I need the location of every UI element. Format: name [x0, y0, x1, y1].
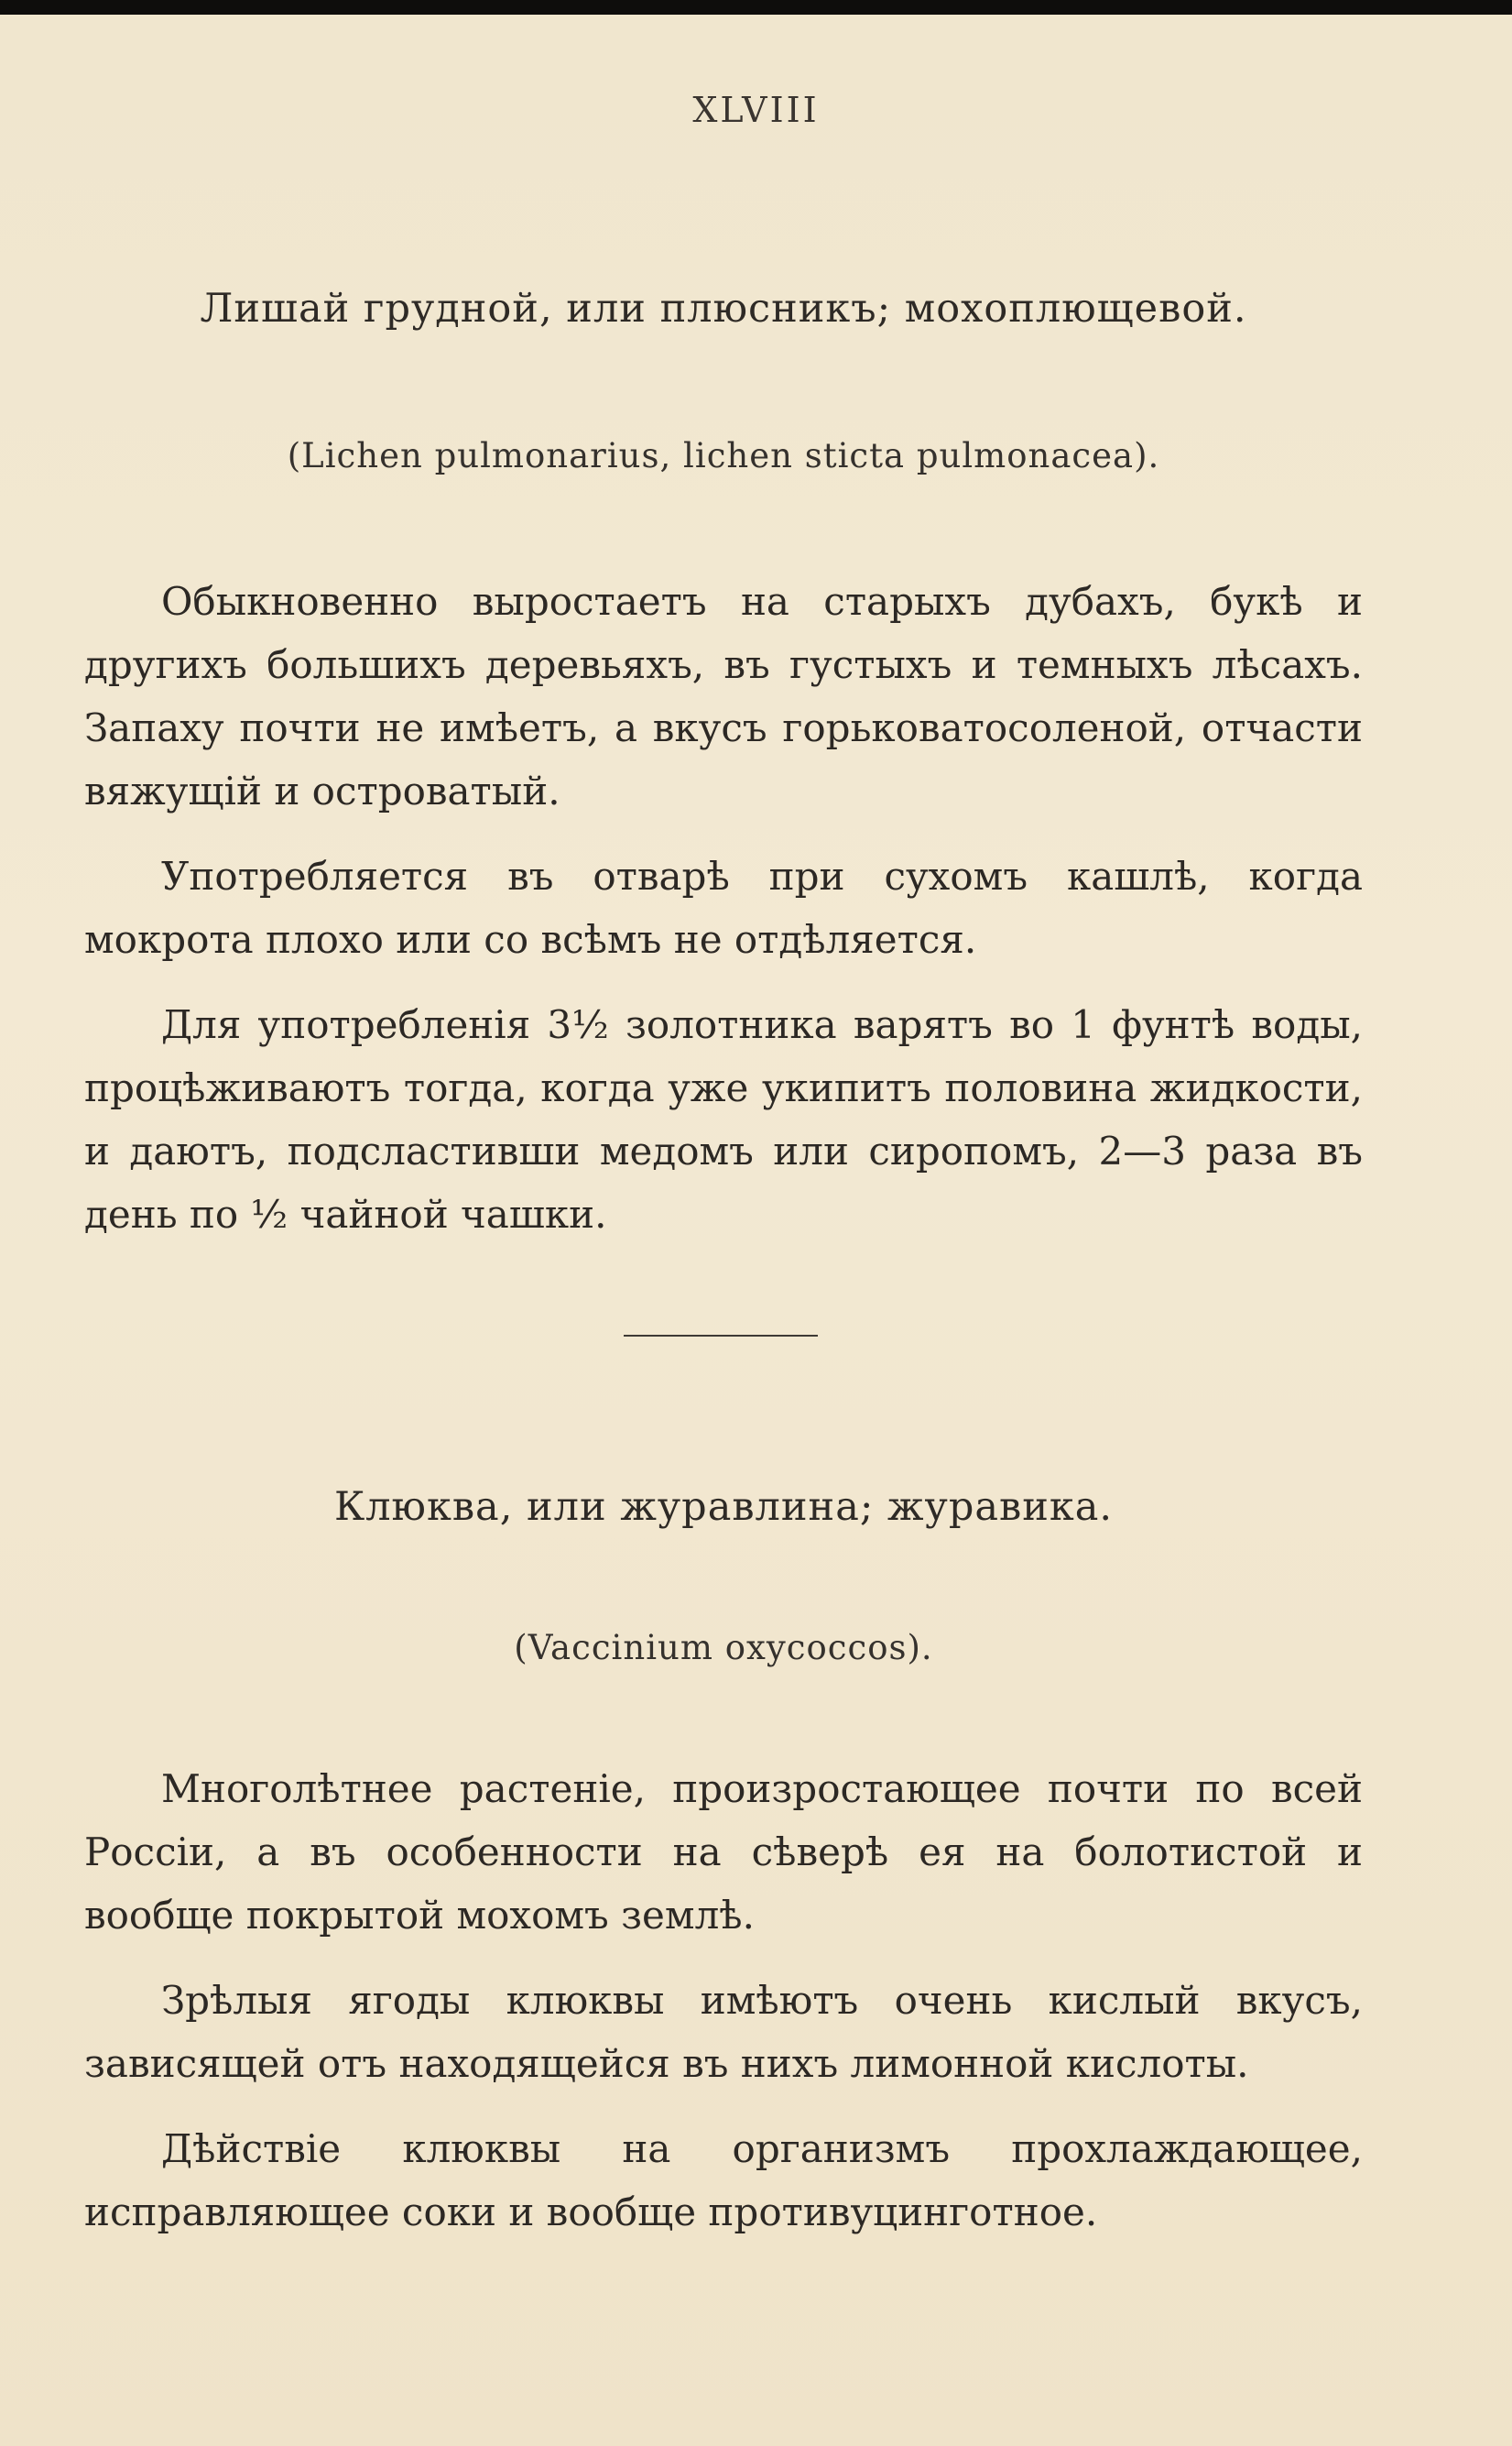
entry-cranberry-body — [84, 1757, 1363, 2266]
entry-lichen-latin — [84, 436, 1363, 475]
entry-paragraph: Дѣйствіе клюквы на организмъ прохлаждающее, исправляющее соки и вообще противуцинготное. — [84, 2126, 1363, 2234]
entry-paragraph: Для употребленія 3½ золотника варятъ во 1 фунтѣ воды, процѣживаютъ тогда, когда уже укипитъ половина жидкости, и даютъ, подсластивши медомъ или сиропомъ, 2—3 раза въ день по ½ чайной чашки. — [84, 1002, 1363, 1237]
entry-heading: Лишай грудной, или плюсникъ; мохоплющевой. — [200, 286, 1247, 332]
entry-latin-name: (Lichen pulmonarius, lichen sticta pulmonacea). — [287, 436, 1160, 475]
entry-paragraph: Зрѣлыя ягоды клюквы имѣютъ очень кислый вкусъ, зависящей отъ находящейся въ нихъ лимонной кислоты. — [84, 1978, 1363, 2086]
entry-heading: Клюква, или журавлина; журавика. — [333, 1484, 1114, 1530]
entry-lichen-body — [84, 570, 1363, 1268]
page-number: XLVIII — [692, 90, 820, 130]
page-top-edge — [0, 0, 1512, 15]
entry-lichen — [84, 286, 1363, 332]
section-divider — [624, 1335, 818, 1337]
entry-latin-name: (Vaccinium oxycoccos). — [514, 1628, 933, 1667]
entry-paragraph: Многолѣтнее растеніе, произростающее почти по всей Россіи, а въ особенности на сѣверѣ ея на болотистой и вообще покрытой мохомъ землѣ. — [84, 1766, 1363, 1938]
entry-cranberry-latin — [84, 1628, 1363, 1667]
entry-cranberry — [84, 1484, 1363, 1530]
entry-paragraph: Обыкновенно выростаетъ на старыхъ дубахъ, букѣ и другихъ большихъ деревьяхъ, въ густыхъ и темныхъ лѣсахъ. Запаху почти не имѣетъ, а вкусъ горьковатосоленой, отчасти вяжущій и островатый. — [84, 579, 1363, 814]
entry-paragraph: Употребляется въ отварѣ при сухомъ кашлѣ, когда мокрота плохо или со всѣмъ не отдѣляется. — [84, 854, 1363, 962]
